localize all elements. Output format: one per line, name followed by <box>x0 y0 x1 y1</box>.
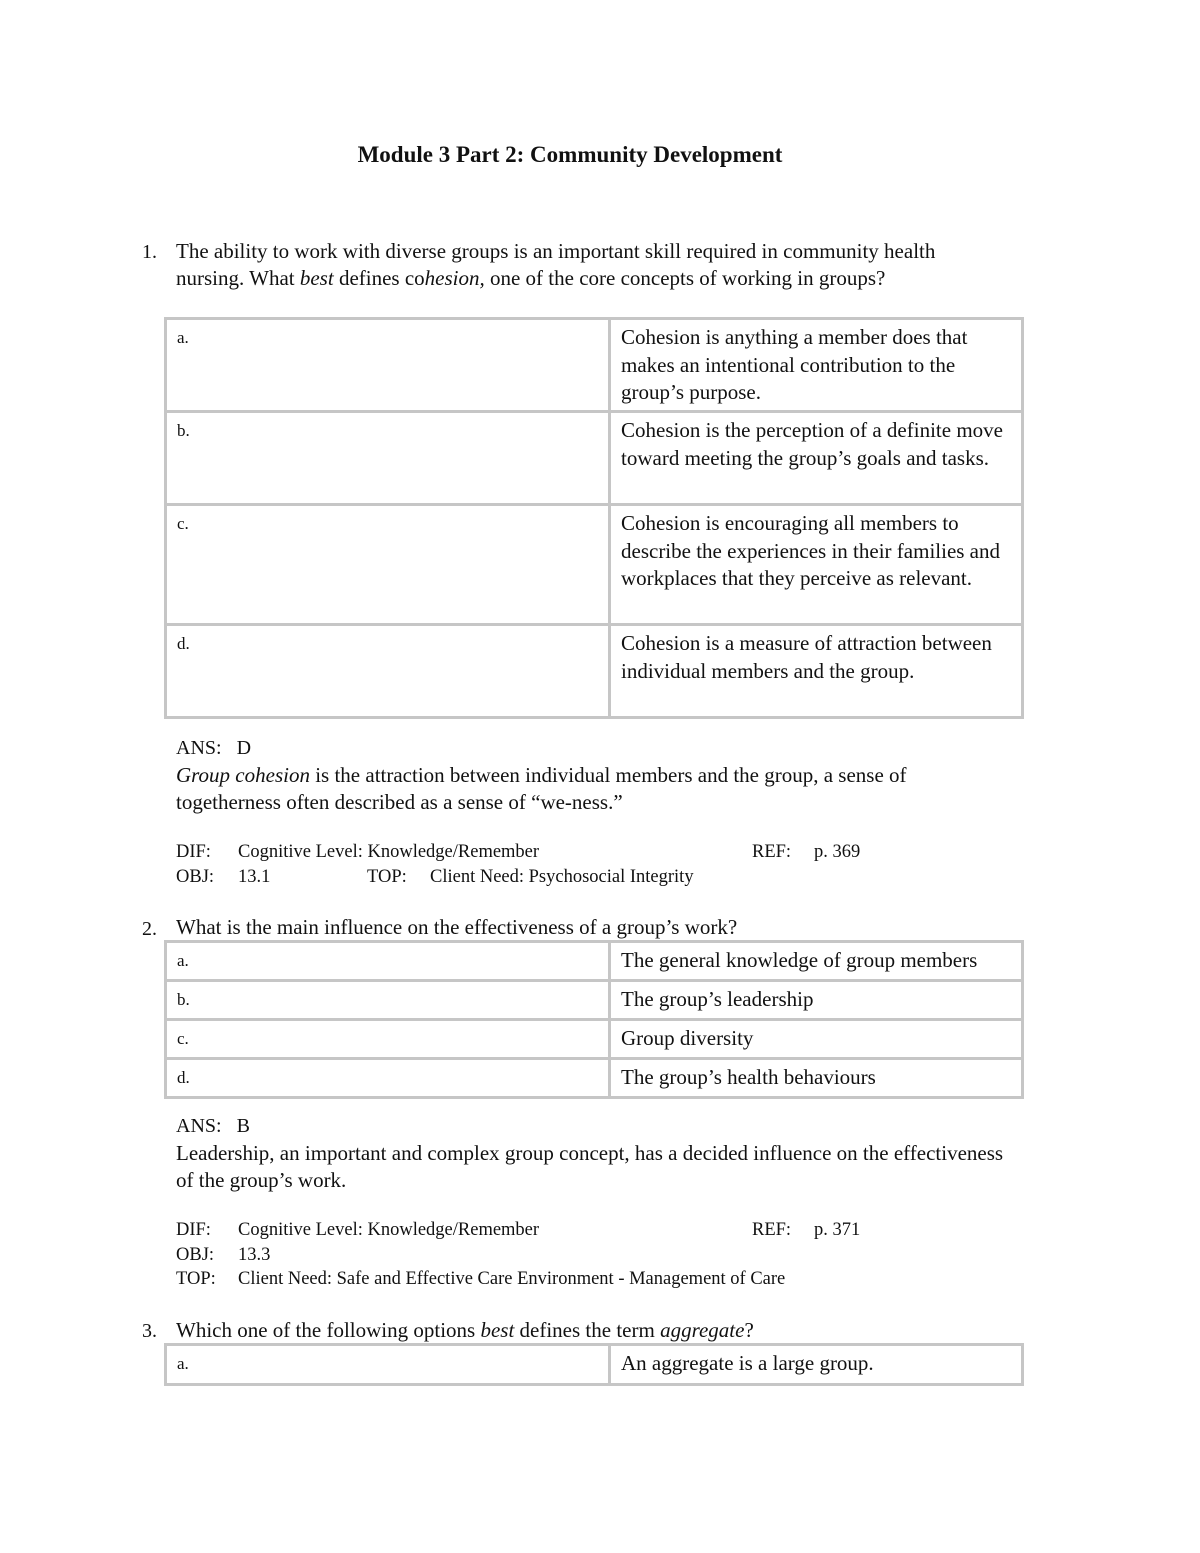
option-row[interactable] <box>166 1345 1023 1385</box>
options-table <box>164 317 1024 719</box>
option-row[interactable] <box>166 1020 1023 1059</box>
option-text: Cohesion is encouraging all members to describe the experiences in their families and workplaces that they perceive as relevant. <box>610 505 1023 625</box>
option-text: The group’s health behaviours <box>610 1059 1023 1098</box>
reference: p. 371 <box>814 1220 861 1240</box>
options-table <box>164 1343 1024 1386</box>
option-row[interactable] <box>166 1059 1023 1098</box>
answer-value: D <box>236 737 252 759</box>
option-text: Cohesion is the perception of a definite move toward meeting the group’s goals and tasks. <box>610 412 1023 505</box>
option-row[interactable] <box>166 505 1023 625</box>
option-label: d. <box>166 1059 610 1098</box>
answer-line: ANS: B <box>176 1115 250 1137</box>
objective: 13.1 <box>238 866 271 887</box>
page-title: Module 3 Part 2: Community Development <box>357 142 783 167</box>
option-label: a. <box>166 942 610 981</box>
topic: Client Need: Safe and Effective Care Environment - Management of Care <box>238 1269 786 1289</box>
question-number: 1. <box>142 241 157 263</box>
topic: Client Need: Psychosocial Integrity <box>430 866 694 887</box>
option-label: a. <box>166 1345 610 1385</box>
option-text: An aggregate is a large group. <box>610 1345 1023 1385</box>
difficulty: Cognitive Level: Knowledge/Remember <box>238 842 540 862</box>
option-row[interactable] <box>166 319 1023 412</box>
question-stem: What is the main influence on the effectiveness of a group’s work? <box>176 915 738 939</box>
difficulty: Cognitive Level: Knowledge/Remember <box>238 1220 540 1240</box>
answer-value: B <box>236 1115 250 1137</box>
option-label: c. <box>166 505 610 625</box>
objective: 13.3 <box>238 1244 271 1265</box>
question-number: 3. <box>142 1320 157 1342</box>
option-text: The general knowledge of group members <box>610 942 1023 981</box>
question-number: 2. <box>142 918 157 940</box>
rationale: Leadership, an important and complex group concept, has a decided influence on the effectiveness of the group’s work. <box>176 1141 1004 1192</box>
answer-block <box>176 1113 1016 1194</box>
reference: p. 369 <box>814 842 861 862</box>
question-stem: Which one of the following options best defines the term aggregate? <box>176 1318 754 1342</box>
option-text: The group’s leadership <box>610 981 1023 1020</box>
option-label: b. <box>166 412 610 505</box>
option-text: Group diversity <box>610 1020 1023 1059</box>
answer-line: ANS: D <box>176 737 252 759</box>
option-label: a. <box>166 319 610 412</box>
option-text: Cohesion is anything a member does that makes an intentional contribution to the group’s purpose. <box>610 319 1023 412</box>
option-row[interactable] <box>166 981 1023 1020</box>
answer-block <box>176 735 1016 816</box>
option-label: d. <box>166 625 610 718</box>
option-text: Cohesion is a measure of attraction between individual members and the group. <box>610 625 1023 718</box>
options-table <box>164 940 1024 1099</box>
option-row[interactable] <box>166 942 1023 981</box>
option-row[interactable] <box>166 412 1023 505</box>
question-stem: The ability to work with diverse groups is an important skill required in community health nursing. What best defines cohesion, one of the core concepts of working in groups? <box>176 239 936 290</box>
rationale: Group cohesion is the attraction between individual members and the group, a sense of togetherness often described as a sense of “we-ness.” <box>176 763 907 814</box>
option-row[interactable] <box>166 625 1023 718</box>
option-label: b. <box>166 981 610 1020</box>
option-label: c. <box>166 1020 610 1059</box>
